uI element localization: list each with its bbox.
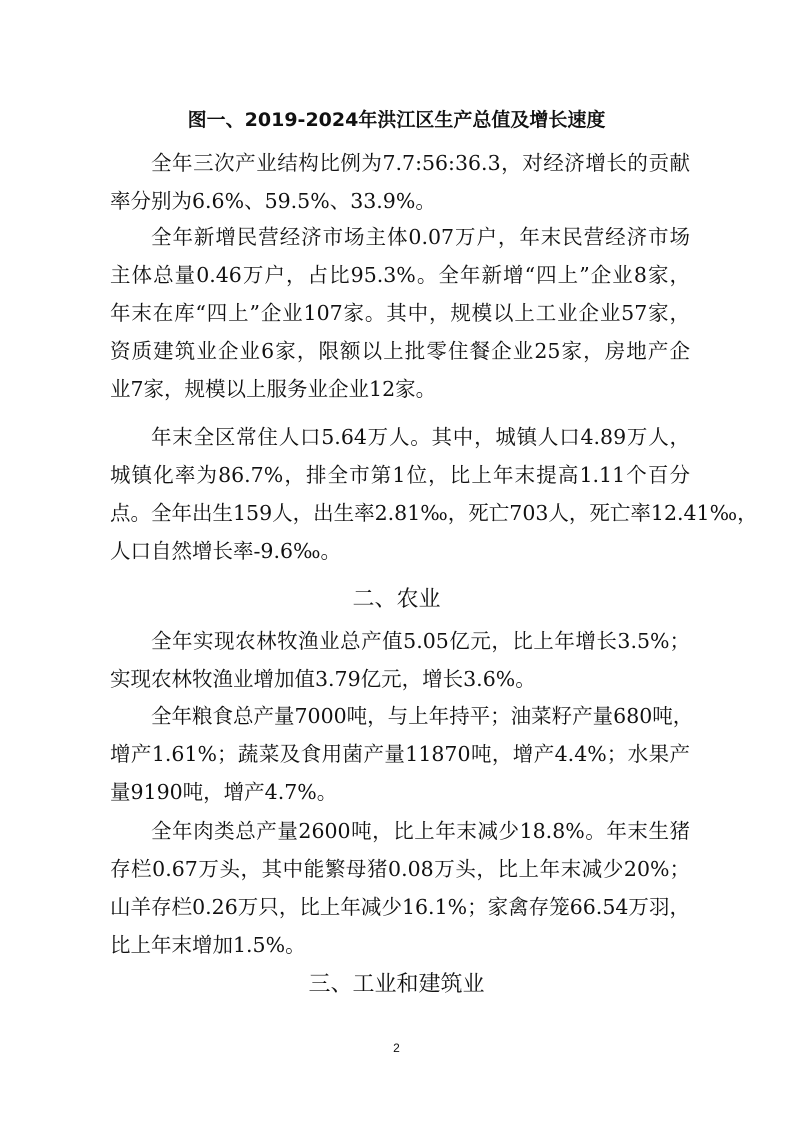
paragraph-crops (110, 697, 694, 811)
text-line: 比上年末增加1.5%。 (110, 933, 306, 957)
text-line: 资质建筑业企业6家，限额以上批零住餐企业25家，房地产企 (110, 339, 690, 363)
text-line: 增产1.61%；蔬菜及食用菌产量11870吨，增产4.4%；水果产 (110, 742, 690, 766)
text-line: 山羊存栏0.26万只，比上年减少16.1%；家禽存笼66.54万羽， (110, 895, 690, 919)
text-line: 全年新增民营经济市场主体0.07万户，年末民营经济市场 (151, 225, 690, 249)
figure-caption: 图一、2019-2024年洪江区生产总值及增长速度 (187, 109, 606, 131)
text-line: 点。全年出生159人，出生率2.81‰，死亡703人，死亡率12.41‰， (110, 501, 758, 525)
page-number: 2 (393, 1041, 400, 1055)
text-line: 全年肉类总产量2600吨，比上年末减少18.8%。年末生猪 (151, 819, 690, 843)
text-line: 率分别为6.6%、59.5%、33.9%。 (110, 189, 436, 213)
text-line: 全年实现农林牧渔业总产值5.05亿元，比上年增长3.5%； (151, 629, 690, 653)
text-line: 全年粮食总产量7000吨，与上年持平；油菜籽产量680吨， (151, 704, 694, 728)
text-line: 年末全区常住人口5.64万人。其中，城镇人口4.89万人， (151, 425, 690, 449)
text-line: 年末在库“四上”企业107家。其中，规模以上工业企业57家， (110, 301, 690, 325)
paragraph-market-entities (110, 218, 690, 408)
text-line: 实现农林牧渔业增加值3.79亿元，增长3.6%。 (110, 667, 536, 691)
text-line: 存栏0.67万头，其中能繁母猪0.08万头，比上年末减少20%； (110, 857, 690, 881)
text-line: 业7家，规模以上服务业企业12家。 (110, 377, 437, 401)
paragraph-agri-output (110, 622, 690, 698)
paragraph-livestock (110, 812, 690, 964)
section-heading-agriculture: 二、农业 (352, 587, 441, 612)
section-heading-industry: 三、工业和建筑业 (308, 972, 485, 997)
paragraph-population (110, 418, 758, 570)
text-line: 人口自然增长率-9.6‰。 (110, 539, 342, 563)
paragraph-structure (110, 144, 690, 220)
text-line: 全年三次产业结构比例为7.7:56:36.3，对经济增长的贡献 (151, 151, 690, 175)
text-line: 主体总量0.46万户，占比95.3%。全年新增“四上”企业8家， (110, 263, 690, 287)
text-line: 量9190吨，增产4.7%。 (110, 780, 338, 804)
text-line: 城镇化率为86.7%，排全市第1位，比上年末提高1.11个百分 (110, 463, 690, 487)
